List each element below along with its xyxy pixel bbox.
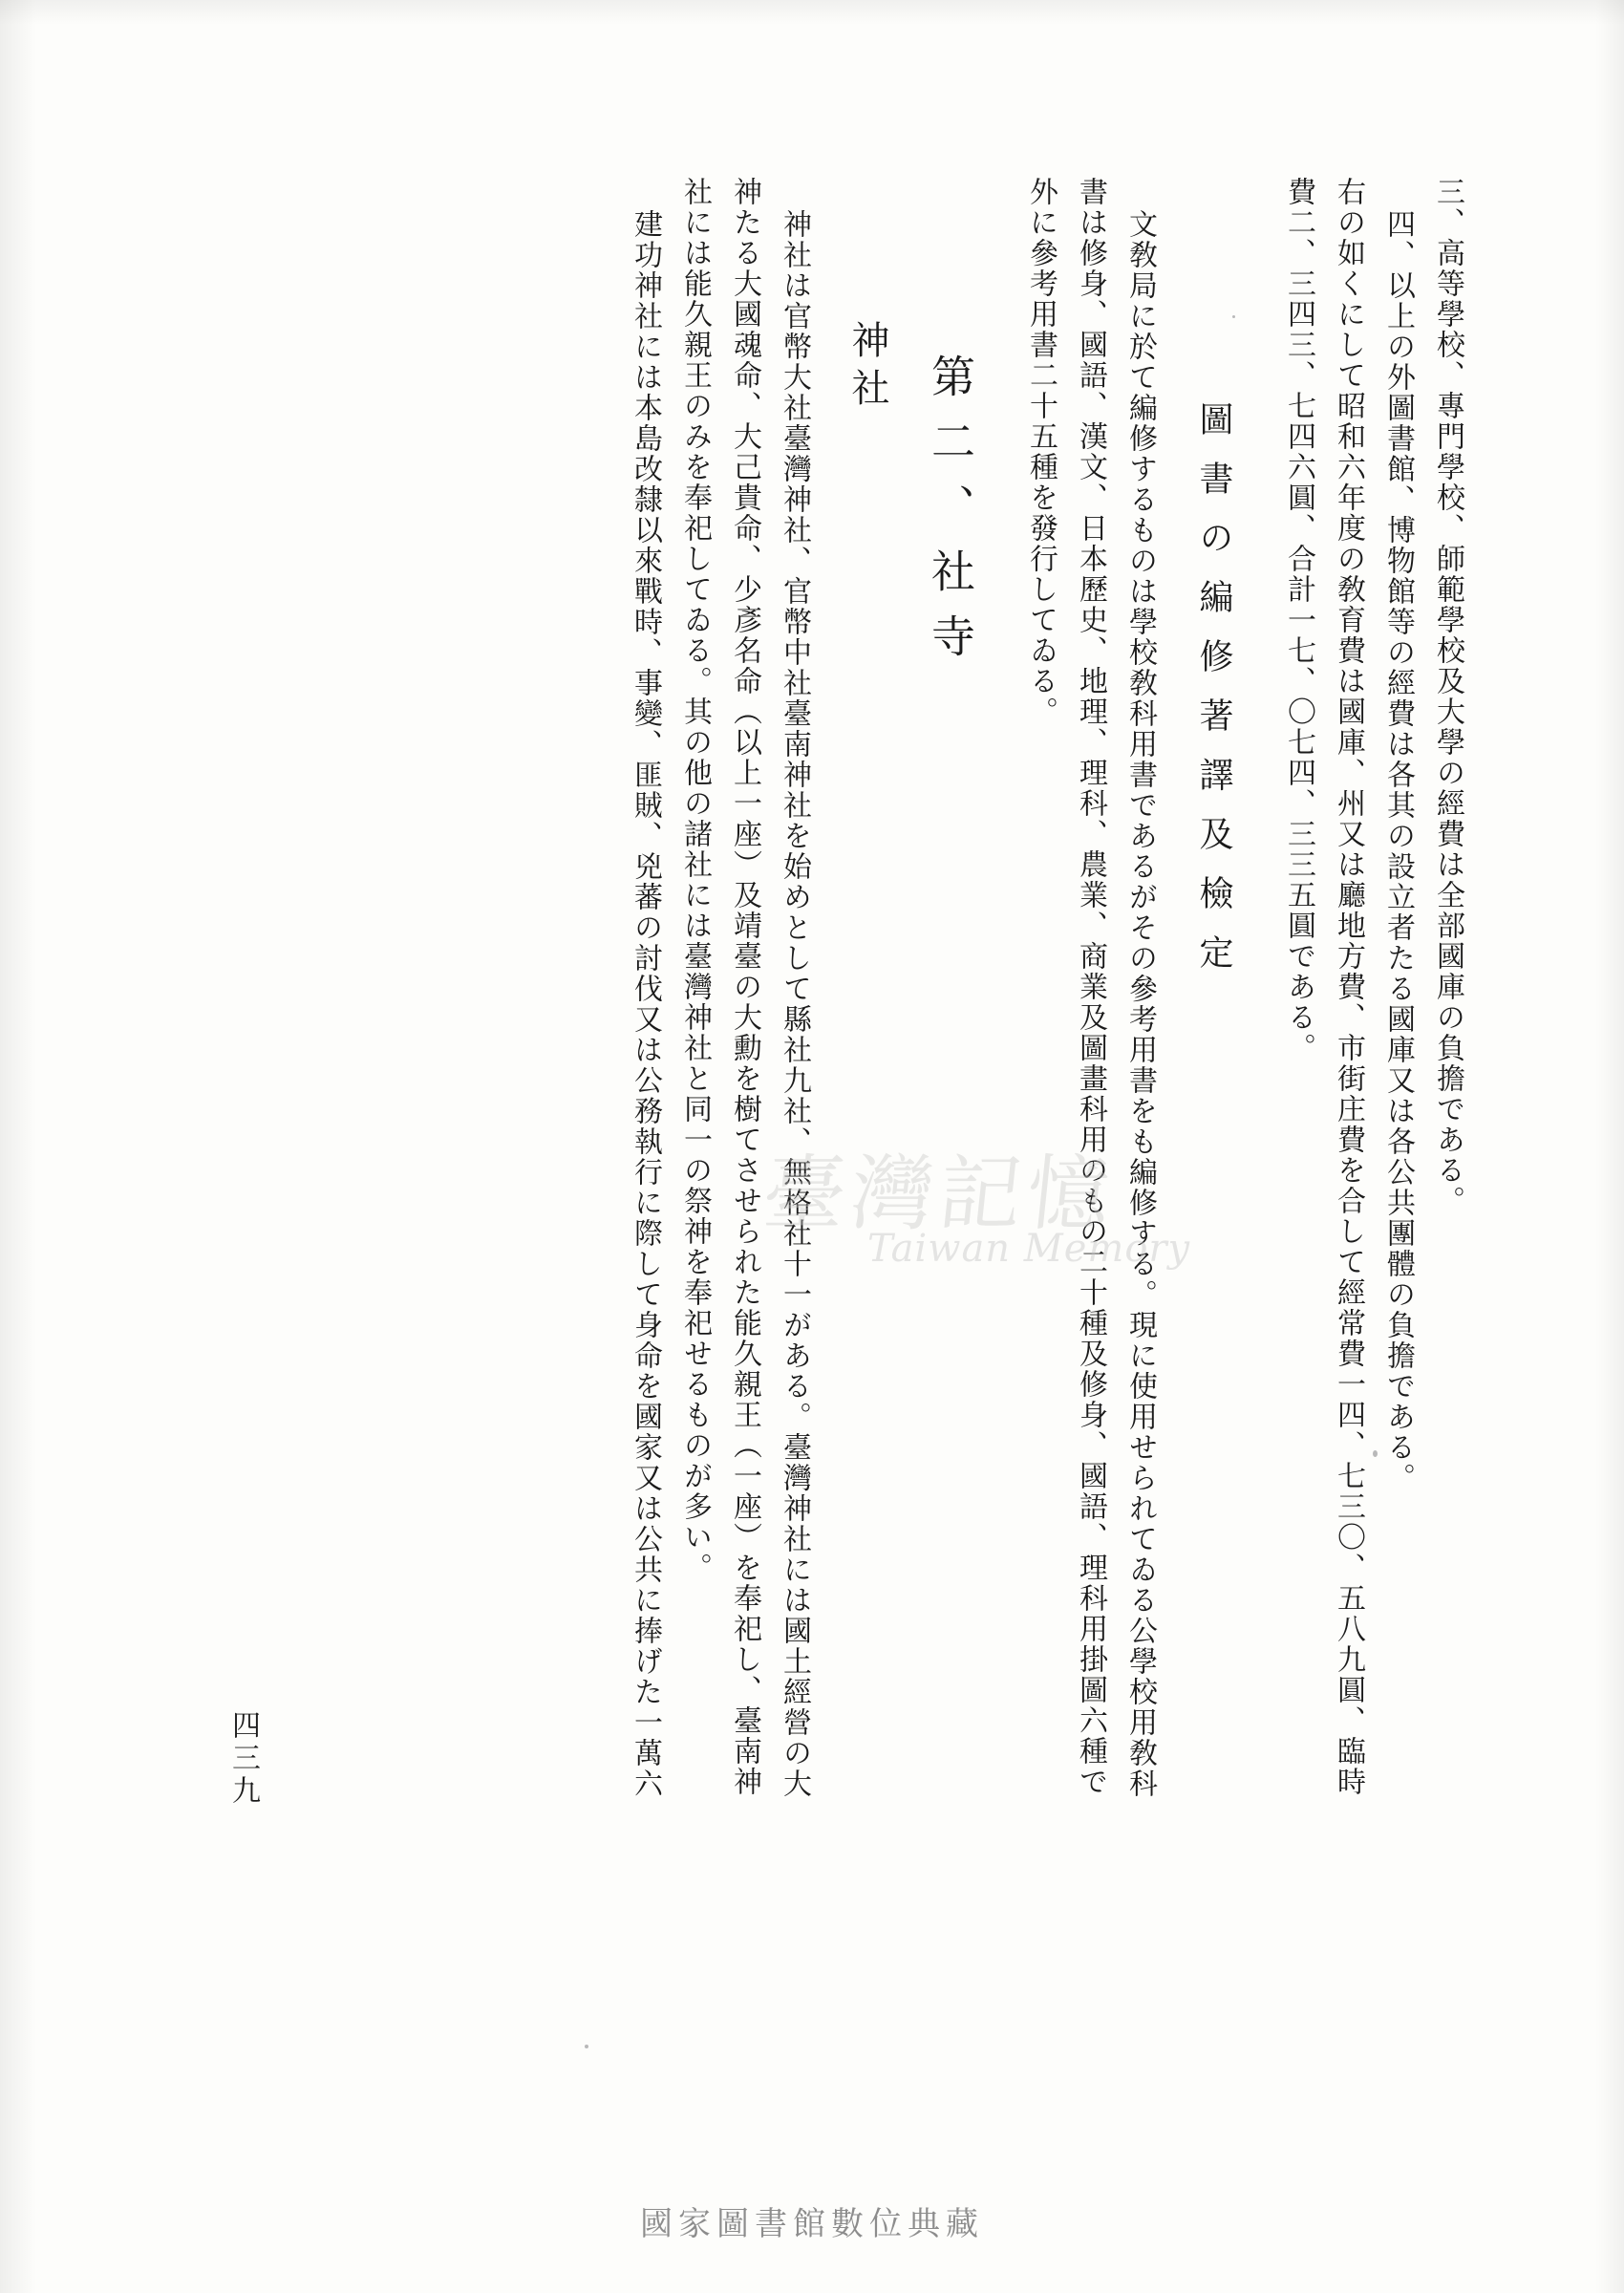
column-spacer <box>972 177 1005 1973</box>
chapter-heading: 第二、社寺 <box>925 354 976 678</box>
column-spacer <box>1230 177 1263 1973</box>
text-column: 社には能久親王のみを奉祀してゐる。其の他の諸社には臺灣神社と同一の祭神を奉祀せるものが多い。 <box>678 177 712 1583</box>
section-subheading: 圖書の編修著譯及檢定 <box>1194 401 1233 994</box>
text-column: 神たる大國魂命、大己貴命、少彥名命（以上一座）及靖臺の大勳を樹てさせられた能久親王（一座）を奉祀し、臺南神 <box>728 177 761 1797</box>
column-spacer <box>808 177 823 1973</box>
text-column: 神社は官幣大社臺灣神社、官幣中社臺南神社を始めとして縣社九社、無格社十一がある。臺灣神社には國土經營の大 <box>778 209 811 1799</box>
scan-shadow-left <box>0 0 36 2293</box>
text-column: 文敎局に於て編修するものは學校敎科用書であるがその參考用書をも編修する。現に使用せられてゐる公學校用敎科 <box>1123 209 1157 1799</box>
text-column: 書は修身、國語、漢文、日本歷史、地理、理科、農業、商業及圖畫科用のもの二十種及修身、國語、理科用掛圖六種で <box>1074 177 1107 1797</box>
text-column: 費二、三四三、七四六圓、合計一七、〇七四、三三五圓である。 <box>1282 177 1315 1063</box>
scan-shadow-top <box>0 0 1624 25</box>
scan-shadow-right <box>1595 0 1624 2293</box>
column-spacer <box>887 177 902 1973</box>
vertical-text-block <box>220 177 1462 2049</box>
archive-caption: 國家圖書館數位典藏 <box>640 2205 984 2243</box>
text-column: 四、以上の外圖書館、博物館等の經費は各其の設立者たる國庫又は各公共團體の負擔である。 <box>1381 209 1415 1493</box>
watermark-cjk-text: 臺灣記憶 <box>758 1146 1121 1242</box>
text-column: 三、高等學校、專門學校、師範學校及大學の經費は全部國庫の負擔である。 <box>1431 177 1464 1216</box>
page-number: 四三九 <box>226 1710 260 1808</box>
section-heading: 神社 <box>845 320 889 416</box>
column-spacer <box>1154 177 1169 1973</box>
text-column: 建功神社には本島改隸以來戰時、事變、匪賊、兇蕃の討伐又は公務執行に際して身命を國家又は公共に捧げた一萬六 <box>629 209 662 1799</box>
text-column: 外に參考用書二十五種を發行してゐる。 <box>1024 177 1058 727</box>
text-column: 右の如くにして昭和六年度の敎育費は國庫、州又は廳地方費、市街庄費を合して經常費一四、七三〇、五八九圓、臨時 <box>1332 177 1365 1797</box>
watermark-latin-text: Taiwan Memory <box>867 1227 1191 1271</box>
